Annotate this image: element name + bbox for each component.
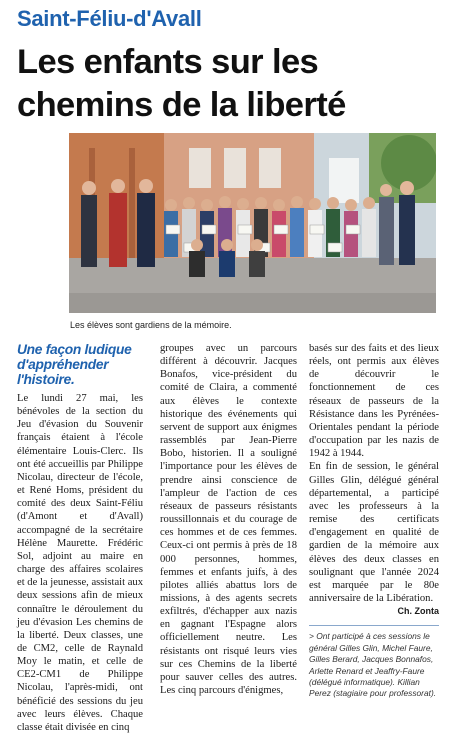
article-photo: [69, 133, 436, 313]
article-subhead: Une façon ludique d'appréhender l'histoire.: [17, 342, 132, 387]
body-paragraph: basés sur des faits et des lieux réels, ont permis aux élèves de découvrir le fonctionnement de ces réseaux de passeurs de la Résistance dans les Pyrénées-Orientales pendant la période d'occupation par les nazis de 1942 à 1944.: [309, 343, 439, 460]
article-kicker: Saint-Féliu-d'Avall: [17, 6, 202, 31]
body-paragraph: En fin de session, le général Gilles Glin, délégué général départemental, a participé avec les professeurs à la remise des certificats d'engagement en qualité de gardien de la mémoire aux élèves des deux classes en soulignant que l'année 2024 est marquée par le 80e anniversaire de la Libération.: [309, 461, 439, 604]
photo-caption: Les élèves sont gardiens de la mémoire.: [70, 320, 232, 330]
author-signature: Ch. Zonta: [397, 606, 439, 617]
article-column-3: [309, 342, 439, 700]
article-column-1: [17, 342, 143, 734]
body-paragraph: Le lundi 27 mai, les bénévoles de la section du Jeu d'évasion du Souvenir français étaient à l'école élémentaire Louis-Clerc. Ils ont été accueillis par Philippe Nicolau, directeur de l'école, et René Homs, président du comité des deux Saint-Féliu (d'Amont et d'Avall) accompagné de la secrétaire Hélène Maurette. Frédéric Sol, adjoint au maire en charge des affaires scolaires et de la jeunesse, assistait aux deux sessions afin de mieux connaître le déroulement du jeu d'évasion Les chemins de la liberté. Deux classes, une de CM2, celle de Raynald Moy le matin, et celle de CE2-CM1 de Philippe Nicolau, l'après-midi, ont bénéficié des sessions du jeu avec leurs élèves. Chaque classe était divisée en cinq: [17, 393, 143, 733]
article-column-2: [160, 342, 297, 697]
body-paragraph: groupes avec un parcours différent à découvrir. Jacques Bonafos, vice-président du comité de Claira, a commenté aux élèves le contexte historique des événements qui servent de support aux énigmes rassemblés par Jean-Pierre Bobo, historien. Il a souligné l'importance pour les élèves de prendre ainsi conscience de l'ampleur de l'action de ces réseaux de passeurs résistants roussillonnais et du courage de ces hommes et de ces femmes. Ceux-ci ont permis à près de 18 000 personnes, hommes, femmes et enfants juifs, à des pilotes alliés abattus lors de missions, à des agents secrets exfiltrés, d'échapper aux nazis en gagnant l'Espagne alors officiellement neutre. Les résistants ont risqué leurs vies sur ces Chemins de la liberté pour sauver celles des autres. Les cinq parcours d'énigmes,: [160, 343, 297, 697]
article-headline: Les enfants sur les chemins de la liberté: [17, 43, 346, 124]
participants-note: > Ont participé à ces sessions le général Gilles Glin, Michel Faure, Gilles Berard, Jacques Bonnafos, Arlette Renard et Jeaffry-Faure (délégué informatique). Killian Perez (stagiaire pour professorat).: [309, 625, 439, 699]
